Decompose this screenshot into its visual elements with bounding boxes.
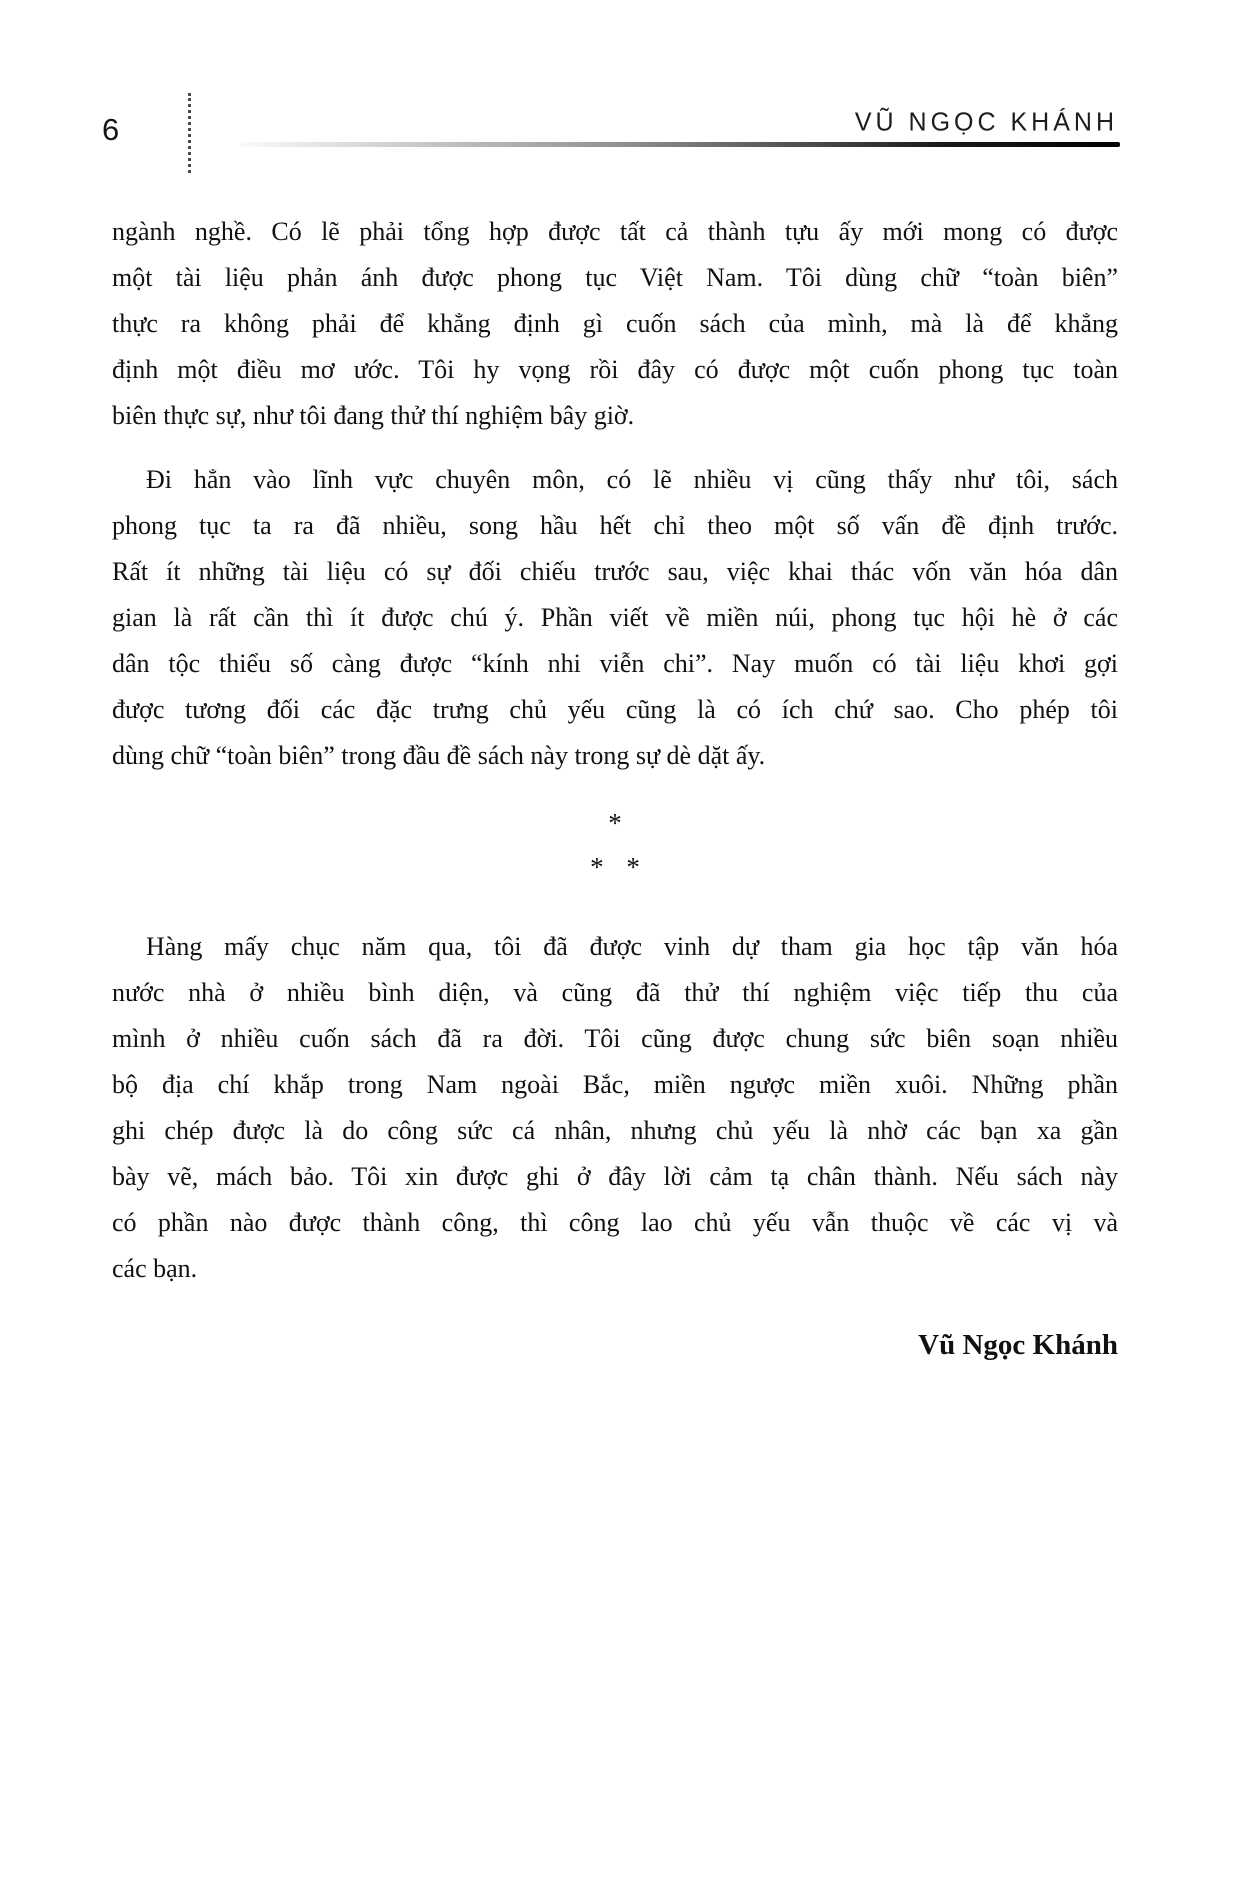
running-header-author: VŨ NGỌC KHÁNH	[854, 107, 1118, 137]
text-line: mình ở nhiều cuốn sách đã ra đời. Tôi cũng được chung sức biên soạn nhiều	[112, 1024, 1118, 1053]
text-line: các bạn.	[112, 1254, 198, 1283]
text-line: ngành nghề. Có lẽ phải tổng hợp được tất cả thành tựu ấy mới mong có được	[112, 217, 1118, 246]
section-separator	[112, 803, 1118, 891]
text-line: thực ra không phải để khẳng định gì cuốn sách của mình, mà là để khẳng	[112, 309, 1118, 338]
author-signature: Vũ Ngọc Khánh	[918, 1329, 1118, 1361]
paragraph	[112, 457, 1118, 779]
text-line: định một điều mơ ước. Tôi hy vọng rồi đây có được một cuốn phong tục toàn	[112, 355, 1118, 384]
text-line: biên thực sự, như tôi đang thử thí nghiệm bây giờ.	[112, 401, 635, 430]
page-number: 6	[102, 112, 120, 147]
separator-asterisk-row: *	[608, 808, 622, 838]
text-line: được tương đối các đặc trưng chủ yếu cũng là có ích chứ sao. Cho phép tôi	[112, 695, 1118, 724]
header-rule	[240, 142, 1120, 147]
text-line: bày vẽ, mách bảo. Tôi xin được ghi ở đây lời cảm tạ chân thành. Nếu sách này	[112, 1162, 1118, 1191]
text-line: ghi chép được là do công sức cá nhân, nhưng chủ yếu là nhờ các bạn xa gần	[112, 1116, 1118, 1145]
paragraph	[112, 924, 1118, 1292]
text-line: dùng chữ “toàn biên” trong đầu đề sách này trong sự dè dặt ấy.	[112, 741, 766, 770]
paragraph	[112, 209, 1118, 439]
text-line: Đi hẳn vào lĩnh vực chuyên môn, có lẽ nhiều vị cũng thấy như tôi, sách	[146, 465, 1118, 494]
text-line: dân tộc thiểu số càng được “kính nhi viễn chi”. Nay muốn có tài liệu khơi gợi	[112, 649, 1118, 678]
text-line: bộ địa chí khắp trong Nam ngoài Bắc, miền ngược miền xuôi. Những phần	[112, 1070, 1118, 1099]
text-line: có phần nào được thành công, thì công lao chủ yếu vẫn thuộc về các vị và	[112, 1208, 1118, 1237]
text-line: gian là rất cần thì ít được chú ý. Phần viết về miền núi, phong tục hội hè ở các	[112, 603, 1118, 632]
separator-asterisk-row: * *	[590, 852, 640, 882]
text-line: Hàng mấy chục năm qua, tôi đã được vinh dự tham gia học tập văn hóa	[146, 932, 1118, 961]
body-text	[112, 209, 1118, 1368]
text-line: Rất ít những tài liệu có sự đối chiếu trước sau, việc khai thác vốn văn hóa dân	[112, 557, 1118, 586]
text-line: nước nhà ở nhiều bình diện, và cũng đã thử thí nghiệm việc tiếp thu của	[112, 978, 1118, 1007]
text-line: phong tục ta ra đã nhiều, song hầu hết chỉ theo một số vấn đề định trước.	[112, 511, 1118, 540]
dotted-divider	[188, 93, 191, 173]
text-line: một tài liệu phản ánh được phong tục Việt Nam. Tôi dùng chữ “toàn biên”	[112, 263, 1118, 292]
